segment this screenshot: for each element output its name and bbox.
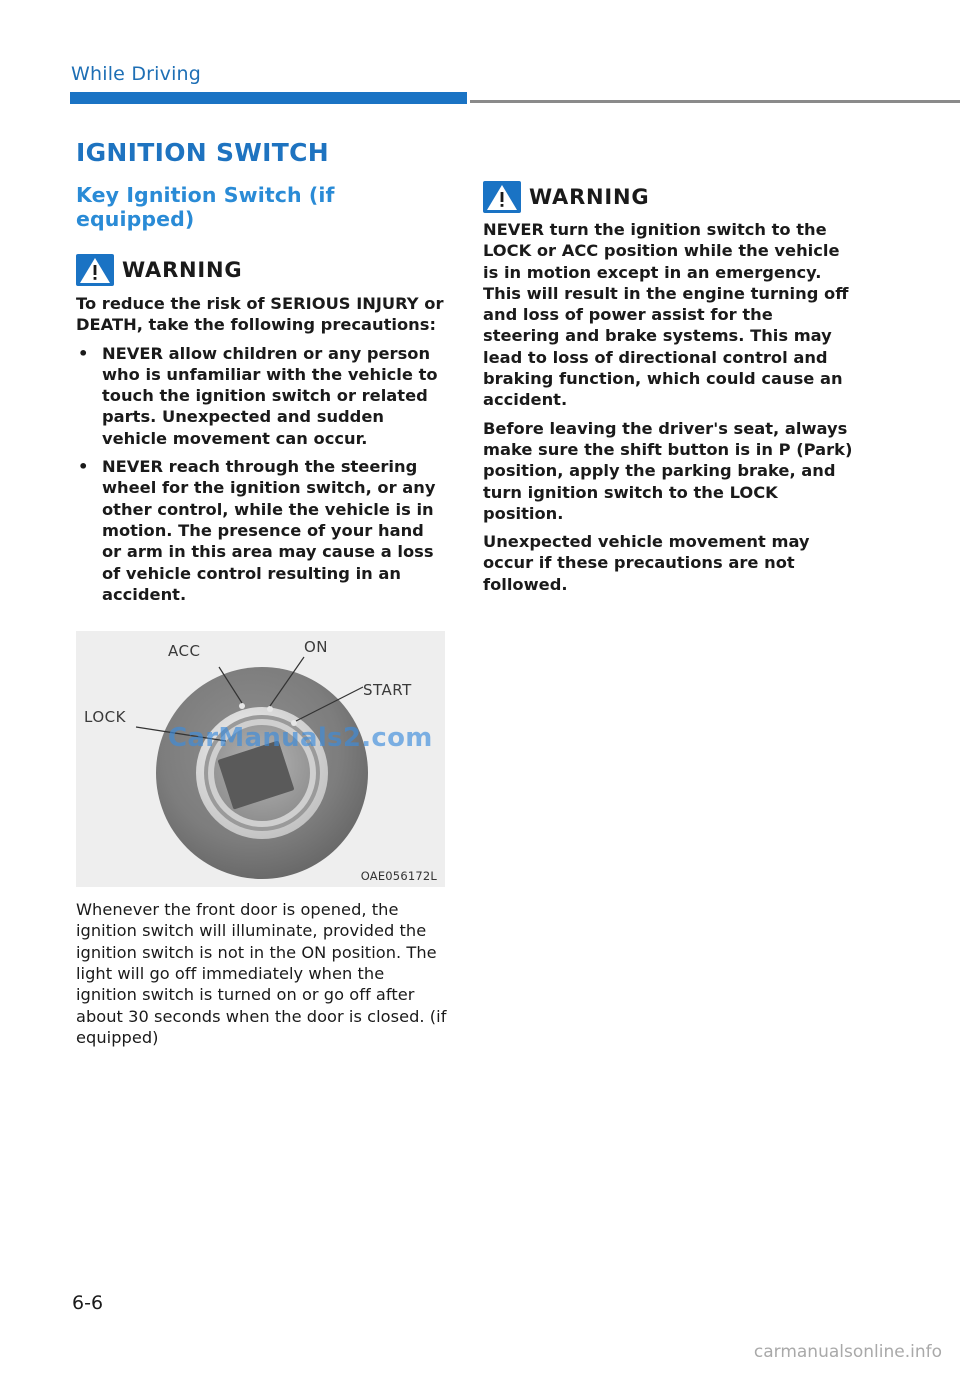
warning-intro: To reduce the risk of SERIOUS INJURY or DEATH, take the following precautions: [76,294,444,335]
label-lock: LOCK [84,708,126,727]
ignition-switch-illustration [76,631,445,887]
label-acc: ACC [168,642,201,661]
warning-label: WARNING [122,258,243,282]
header-rule-gray [470,100,960,103]
header-rule-blue [70,92,467,104]
label-start: START [363,681,412,700]
warning-box-right [483,178,853,595]
left-column [76,138,448,1048]
figure-code: OAE056172L [360,869,437,884]
watermark-text: CarManuals2.com [168,723,433,754]
body-paragraph: Whenever the front door is opened, the ignition switch will illuminate, provided the ignition switch is not in the ON position. The light will go off immediately when the ignition switch is turned on or go off after about 30 seconds when the door is closed. (if equipped) [76,900,447,1047]
warning-bullet: • NEVER reach through the steering wheel for the ignition switch, or any other control, while the vehicle is in motion. The presence of your hand or arm in this area may cause a loss of vehicle control resulting in an accident. [76,456,448,605]
warning-paragraph: NEVER turn the ignition switch to the LOCK or ACC position while the vehicle is in motion except in an emergency. This will result in the engine turning off and loss of power assist for the steering and brake systems. This may lead to loss of directional control and braking function, which could cause an accident. [483,220,849,410]
warning-header [76,251,448,289]
warning-paragraph: Unexpected vehicle movement may occur if these precautions are not followed. [483,532,810,594]
page-header-title: While Driving [71,63,202,85]
ignition-switch-figure [76,631,445,887]
section-title: IGNITION SWITCH [76,138,329,167]
warning-label: WARNING [529,185,650,209]
subsection-title: Key Ignition Switch (if equipped) [76,183,335,231]
warning-header [483,178,853,216]
page-number: 6-6 [72,1292,104,1314]
right-column [483,178,853,595]
warning-bullet-list [76,343,448,606]
warning-paragraph: Before leaving the driver's seat, always make sure the shift button is in P (Park) position, apply the parking brake, and turn ignition switch to the LOCK position. [483,418,853,523]
warning-box-left [76,251,448,605]
footer-watermark: carmanualsonline.info [753,1342,942,1362]
warning-bullet: • NEVER allow children or any person who is unfamiliar with the vehicle to touch the ignition switch or related parts. Unexpected and sudden vehicle movement can occur. [76,343,448,449]
label-on: ON [304,638,329,657]
warning-triangle-icon [76,254,114,286]
warning-triangle-icon [483,181,521,213]
